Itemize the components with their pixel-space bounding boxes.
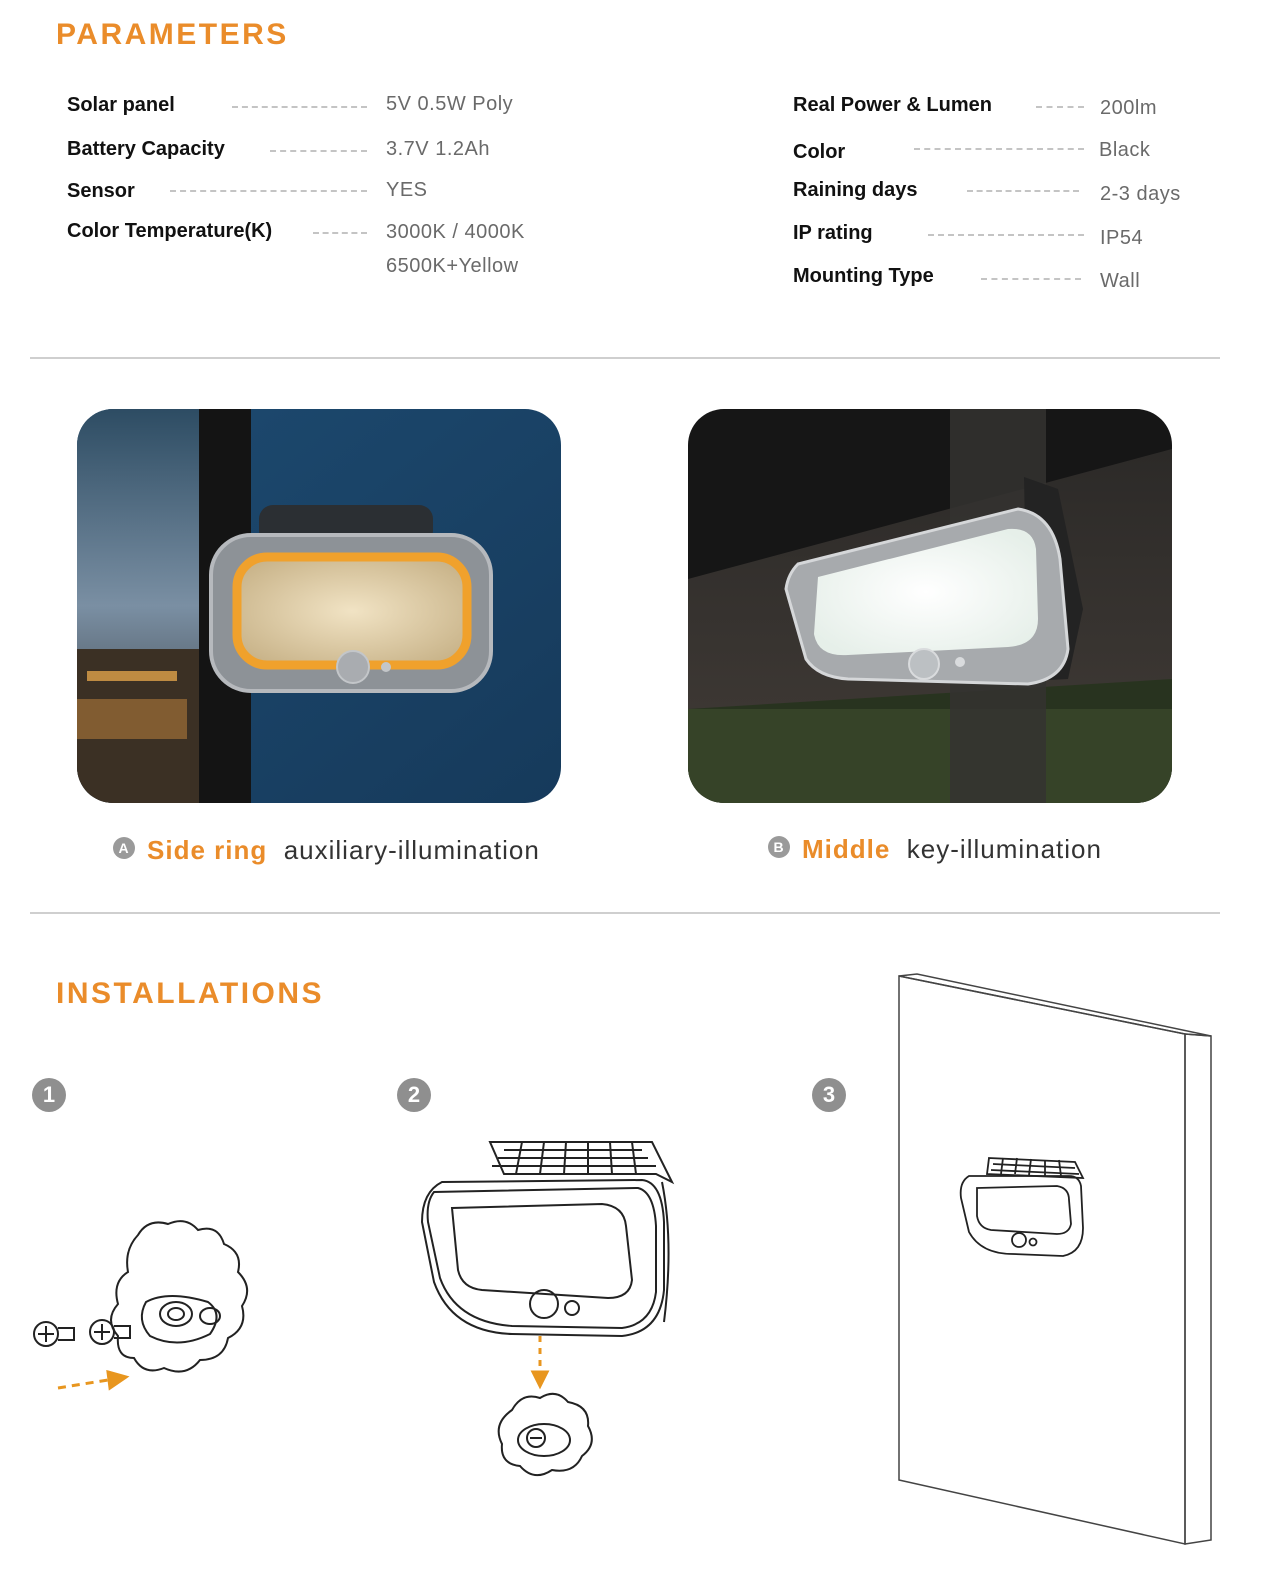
step2-lamp-drawing	[412, 1122, 682, 1507]
param-value-raining-days: 2-3 days	[1100, 183, 1181, 205]
param-value-ip-rating: IP54	[1100, 227, 1144, 249]
leader-dots	[313, 232, 367, 234]
leader-dots	[1036, 106, 1084, 108]
caption-text-key: key-illumination	[906, 834, 1102, 864]
caption-text-auxiliary: auxiliary-illumination	[283, 835, 540, 865]
installations-title: INSTALLATIONS	[56, 977, 325, 1010]
step1-bracket-drawing	[28, 1210, 278, 1405]
param-value-sensor: YES	[386, 179, 428, 201]
leader-dots	[232, 106, 367, 108]
param-label-color: Color	[793, 141, 846, 163]
step-badge-1: 1	[32, 1078, 66, 1112]
section-divider	[30, 357, 1220, 359]
step-badge-3: 3	[812, 1078, 846, 1112]
param-label-color-temperature: Color Temperature(K)	[67, 220, 273, 242]
param-value-color-temperature-2: 6500K+Yellow	[386, 255, 519, 277]
caption-middle	[768, 834, 1102, 865]
leader-dots	[914, 148, 1084, 150]
caption-highlight-middle: Middle	[802, 834, 891, 864]
leader-dots	[928, 234, 1084, 236]
leader-dots	[981, 278, 1081, 280]
caption-side-ring	[113, 835, 540, 866]
param-value-mounting-type: Wall	[1100, 270, 1141, 292]
param-value-battery-capacity: 3.7V 1.2Ah	[386, 138, 490, 160]
photo-middle	[688, 409, 1172, 803]
param-label-battery-capacity: Battery Capacity	[67, 138, 225, 160]
badge-a: A	[113, 837, 135, 859]
leader-dots	[170, 190, 367, 192]
param-label-solar-panel: Solar panel	[67, 94, 175, 116]
badge-b: B	[768, 836, 790, 858]
leader-dots	[270, 150, 367, 152]
step-badge-2: 2	[397, 1078, 431, 1112]
param-label-real-power: Real Power & Lumen	[793, 94, 992, 116]
param-label-sensor: Sensor	[67, 180, 135, 202]
param-value-real-power: 200lm	[1100, 97, 1157, 119]
param-value-color-temperature: 3000K / 4000K	[386, 221, 525, 243]
section-divider	[30, 912, 1220, 914]
step3-wall-drawing	[893, 972, 1217, 1551]
param-label-raining-days: Raining days	[793, 179, 918, 201]
leader-dots	[967, 190, 1079, 192]
parameters-title: PARAMETERS	[56, 18, 289, 51]
caption-highlight-side-ring: Side ring	[147, 835, 268, 865]
photo-side-ring	[77, 409, 561, 803]
param-value-color: Black	[1099, 139, 1151, 161]
param-label-mounting-type: Mounting Type	[793, 265, 934, 287]
param-label-ip-rating: IP rating	[793, 222, 873, 244]
param-value-solar-panel: 5V 0.5W Poly	[386, 93, 514, 115]
